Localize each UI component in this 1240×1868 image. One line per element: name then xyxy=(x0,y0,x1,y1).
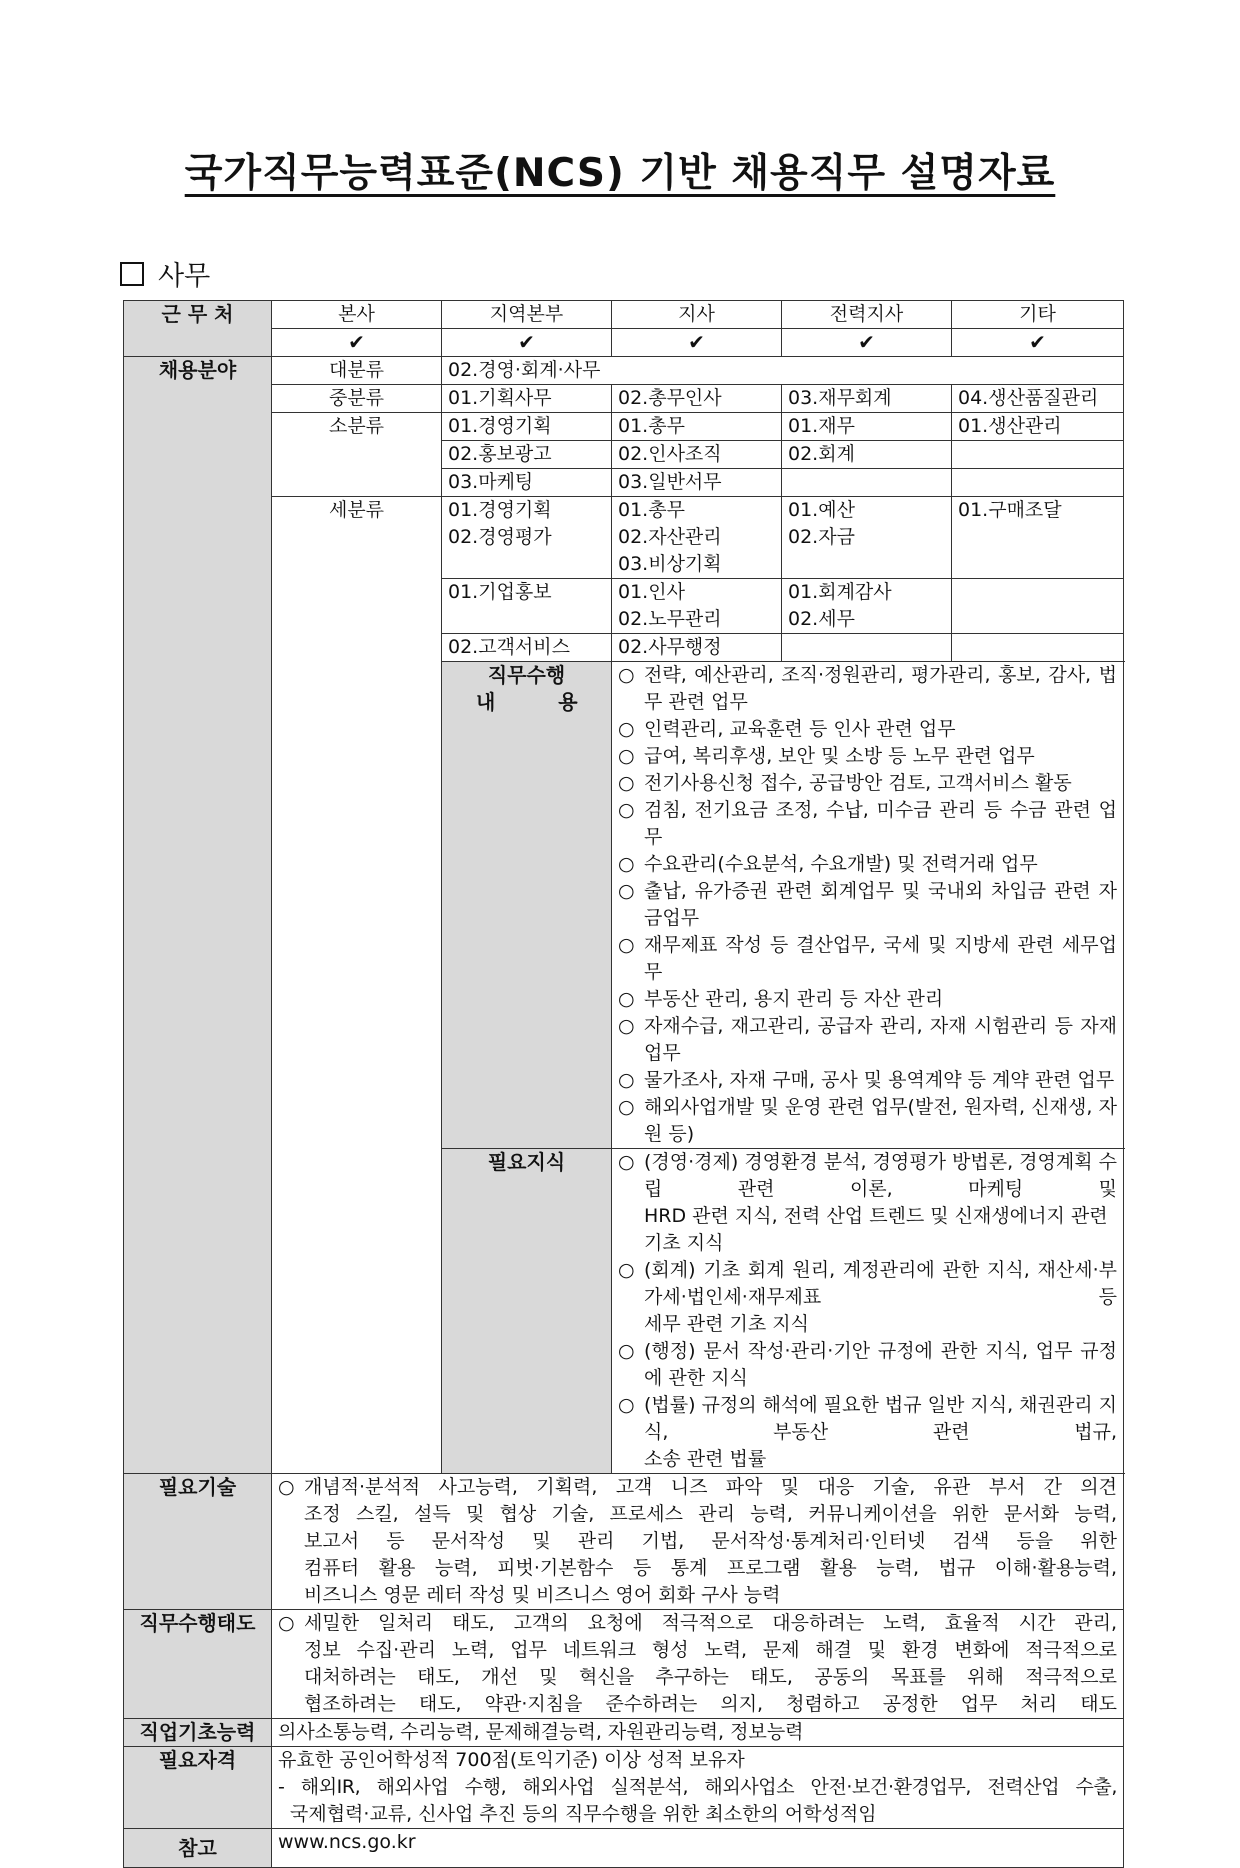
bullet-circle-icon: ○ xyxy=(618,664,635,686)
reference-row xyxy=(124,1829,1124,1868)
skills-line: 보고서 등 문서작성 및 관리 기법, 문서작성·통계처리·인터넷 검색 등을 위한 xyxy=(304,1530,1117,1552)
skills-line: 컴퓨터 활용 능력, 피벗·기본함수 등 통계 프로그램 활용 능력, 법규 이해·활용능력, xyxy=(304,1557,1117,1579)
bullet-circle-icon: ○ xyxy=(278,1476,295,1498)
detail-cell xyxy=(782,497,952,579)
attitude-header: 직무수행태도 xyxy=(124,1610,272,1719)
bullet-circle-icon: ○ xyxy=(618,934,635,956)
duties-list xyxy=(612,662,1124,1149)
detail-cell xyxy=(612,579,782,634)
checkbox-square-icon xyxy=(120,262,144,286)
major-value: 02.경영·회계·사무 xyxy=(442,357,1124,385)
bullet-circle-icon: ○ xyxy=(618,799,635,821)
minor-cell: 03.마케팅 xyxy=(442,469,612,497)
recruit-major-row xyxy=(124,357,1124,385)
skills-header: 필요기술 xyxy=(124,1474,272,1610)
minor-cell: 01.경영기획 xyxy=(442,413,612,441)
attitude-row xyxy=(124,1610,1124,1719)
workplace-col: 지사 xyxy=(612,301,782,329)
qualification-line: - 해외IR, 해외사업 수행, 해외사업 실적분석, 해외사업소 안전·보건·환경업무, 전력산업 수출, xyxy=(278,1776,1117,1798)
workplace-row-checks xyxy=(124,329,1124,357)
bullet-circle-icon: ○ xyxy=(618,988,635,1010)
detail-item: 01.기업홍보 xyxy=(448,581,552,603)
detail-cell xyxy=(612,634,782,662)
detail-cell xyxy=(952,634,1124,662)
duty-item: 급여, 복리후생, 보안 및 소방 등 노무 관련 업무 xyxy=(644,745,1035,767)
detail-cell xyxy=(952,497,1124,579)
detail-cell xyxy=(612,497,782,579)
qualification-line: 국제협력·교류, 신사업 추진 등의 직무수행을 위한 최소한의 어학성적임 xyxy=(290,1803,877,1825)
minor-row xyxy=(124,413,1124,441)
detail-item: 02.사무행정 xyxy=(618,636,722,658)
bullet-circle-icon: ○ xyxy=(618,772,635,794)
qualification-header: 필요자격 xyxy=(124,1747,272,1829)
attitude-line: 정보 수집·관리 노력, 업무 네트워크 형성 노력, 문제 해결 및 환경 변화에 적극적으로 xyxy=(304,1639,1117,1661)
minor-label: 소분류 xyxy=(272,413,442,497)
workplace-col: 본사 xyxy=(272,301,442,329)
minor-cell: 01.생산관리 xyxy=(952,413,1124,441)
duty-item: 인력관리, 교육훈련 등 인사 관련 업무 xyxy=(644,718,956,740)
detail-cell xyxy=(952,579,1124,634)
bullet-circle-icon: ○ xyxy=(618,1259,635,1281)
middle-cell: 01.기획사무 xyxy=(442,385,612,413)
detail-item: 02.세무 xyxy=(788,608,855,630)
basic-row xyxy=(124,1719,1124,1747)
workplace-header: 근 무 처 xyxy=(124,301,272,357)
workplace-row-labels xyxy=(124,301,1124,329)
duty-item: 검침, 전기요금 조정, 수납, 미수금 관리 등 수금 관련 업무 xyxy=(644,799,1117,848)
skills-line: 조정 스킬, 설득 및 협상 기술, 프로세스 관리 능력, 커뮤니케이션을 위한 문서화 능력, xyxy=(304,1503,1117,1525)
bullet-circle-icon: ○ xyxy=(618,880,635,902)
section-heading xyxy=(120,254,210,293)
minor-cell: 02.홍보광고 xyxy=(442,441,612,469)
reference-header: 참고 xyxy=(124,1829,272,1868)
detail-item: 01.예산 xyxy=(788,499,855,521)
middle-label: 중분류 xyxy=(272,385,442,413)
duty-item: 물가조사, 자재 구매, 공사 및 용역계약 등 계약 관련 업무 xyxy=(644,1069,1115,1091)
duty-item: 수요관리(수요분석, 수요개발) 및 전력거래 업무 xyxy=(644,853,1038,875)
page-title: 국가직무능력표준(NCS) 기반 채용직무 설명자료 xyxy=(184,151,1056,196)
bullet-circle-icon: ○ xyxy=(618,718,635,740)
section-label: 사무 xyxy=(158,261,211,292)
detail-item: 01.인사 xyxy=(618,581,685,603)
major-label: 대분류 xyxy=(272,357,442,385)
bullet-circle-icon: ○ xyxy=(278,1612,295,1634)
check-icon: ✔ xyxy=(952,329,1124,357)
detail-item: 03.비상기획 xyxy=(618,553,722,575)
detail-cell xyxy=(442,634,612,662)
skills-line: 개념적·분석적 사고능력, 기획력, 고객 니즈 파악 및 대응 기술, 유관 부서 간 의견 xyxy=(304,1476,1117,1498)
knowledge-line: (법률) 규정의 해석에 필요한 법규 일반 지식, 채권관리 지식, 부동산 관련 법규, xyxy=(644,1394,1117,1443)
recruit-middle-row xyxy=(124,385,1124,413)
duty-item: 해외사업개발 및 운영 관련 업무(발전, 원자력, 신재생, 자원 등) xyxy=(644,1096,1117,1145)
bullet-circle-icon: ○ xyxy=(618,1394,635,1416)
detail-cell xyxy=(782,579,952,634)
middle-cell: 02.총무인사 xyxy=(612,385,782,413)
knowledge-line: 소송 관련 법률 xyxy=(644,1448,767,1470)
duty-item: 전기사용신청 접수, 공급방안 검토, 고객서비스 활동 xyxy=(644,772,1072,794)
knowledge-line: (경영·경제) 경영환경 분석, 경영평가 방법론, 경영계획 수립 관련 이론, 마케팅 및 xyxy=(644,1151,1117,1200)
knowledge-line: (행정) 문서 작성·관리·기안 규정에 관한 지식, 업무 규정에 관한 지식 xyxy=(644,1340,1117,1389)
attitude-line: 협조하려는 태도, 약관·지침을 준수하려는 의지, 청렴하고 공정한 업무 처리 태도 xyxy=(304,1693,1117,1715)
minor-cell: 02.회계 xyxy=(782,441,952,469)
attitude-line: 대처하려는 태도, 개선 및 혁신을 추구하는 태도, 공동의 목표를 위해 적극적으로 xyxy=(304,1666,1117,1688)
recruit-header: 채용분야 xyxy=(124,357,272,1474)
detail-item: 02.자금 xyxy=(788,526,855,548)
detail-cell xyxy=(782,634,952,662)
duties-header-line: 내 용 xyxy=(476,690,606,714)
bullet-circle-icon: ○ xyxy=(618,1151,635,1173)
check-icon: ✔ xyxy=(782,329,952,357)
minor-cell xyxy=(782,469,952,497)
duty-item: 전략, 예산관리, 조직·정원관리, 평가관리, 홍보, 감사, 법무 관련 업무 xyxy=(644,664,1117,713)
detail-cell xyxy=(442,497,612,579)
skills-row xyxy=(124,1474,1124,1610)
skills-line: 비즈니스 영문 레터 작성 및 비즈니스 영어 회화 구사 능력 xyxy=(304,1584,781,1606)
check-icon: ✔ xyxy=(612,329,782,357)
bullet-circle-icon: ○ xyxy=(618,1340,635,1362)
skills-list xyxy=(272,1474,1124,1610)
bullet-circle-icon: ○ xyxy=(618,745,635,767)
basic-header: 직업기초능력 xyxy=(124,1719,272,1747)
middle-cell: 03.재무회계 xyxy=(782,385,952,413)
duty-item: 자재수급, 재고관리, 공급자 관리, 자재 시험관리 등 자재 업무 xyxy=(644,1015,1117,1064)
detail-item: 02.노무관리 xyxy=(618,608,722,630)
detail-row xyxy=(124,497,1124,579)
knowledge-line: (회계) 기초 회계 원리, 계정관리에 관한 지식, 재산세·부가세·법인세·재무제표 등 xyxy=(644,1259,1117,1308)
job-description-table xyxy=(123,300,1124,1868)
knowledge-list xyxy=(612,1149,1124,1474)
qualification-row xyxy=(124,1747,1124,1829)
detail-item: 01.경영기획 xyxy=(448,499,552,521)
minor-cell: 03.일반서무 xyxy=(612,469,782,497)
detail-item: 02.경영평가 xyxy=(448,526,552,548)
bullet-circle-icon: ○ xyxy=(618,853,635,875)
workplace-col: 기타 xyxy=(952,301,1124,329)
minor-cell xyxy=(952,441,1124,469)
knowledge-line: HRD 관련 지식, 전력 산업 트렌드 및 신재생에너지 관련 기초 지식 xyxy=(644,1205,1108,1254)
knowledge-line: 세무 관련 기초 지식 xyxy=(644,1313,809,1335)
bullet-circle-icon: ○ xyxy=(618,1015,635,1037)
bullet-circle-icon: ○ xyxy=(618,1069,635,1091)
middle-cell: 04.생산품질관리 xyxy=(952,385,1124,413)
workplace-col: 지역본부 xyxy=(442,301,612,329)
duty-item: 부동산 관리, 용지 관리 등 자산 관리 xyxy=(644,988,944,1010)
detail-item: 01.총무 xyxy=(618,499,685,521)
detail-item: 01.구매조달 xyxy=(958,499,1062,521)
bullet-circle-icon: ○ xyxy=(618,1096,635,1118)
duties-header xyxy=(442,662,612,1149)
attitude-line: 세밀한 일처리 태도, 고객의 요청에 적극적으로 대응하려는 노력, 효율적 시간 관리, xyxy=(304,1612,1117,1634)
duty-item: 출납, 유가증권 관련 회계업무 및 국내외 차입금 관련 자금업무 xyxy=(644,880,1117,929)
workplace-col: 전력지사 xyxy=(782,301,952,329)
detail-item: 02.자산관리 xyxy=(618,526,722,548)
duty-item: 재무제표 작성 등 결산업무, 국세 및 지방세 관련 세무업무 xyxy=(644,934,1117,983)
minor-cell: 01.총무 xyxy=(612,413,782,441)
minor-cell: 02.인사조직 xyxy=(612,441,782,469)
qualification-line: 유효한 공인어학성적 700점(토익기준) 이상 성적 보유자 xyxy=(278,1749,745,1771)
basic-value: 의사소통능력, 수리능력, 문제해결능력, 자원관리능력, 정보능력 xyxy=(272,1719,1124,1747)
detail-label: 세분류 xyxy=(272,497,442,1474)
detail-item: 02.고객서비스 xyxy=(448,636,570,658)
reference-link[interactable]: www.ncs.go.kr xyxy=(272,1829,1124,1868)
minor-cell: 01.재무 xyxy=(782,413,952,441)
check-icon: ✔ xyxy=(272,329,442,357)
detail-item: 01.회계감사 xyxy=(788,581,892,603)
attitude-list xyxy=(272,1610,1124,1719)
detail-cell xyxy=(442,579,612,634)
knowledge-header: 필요지식 xyxy=(442,1149,612,1474)
minor-cell xyxy=(952,469,1124,497)
check-icon: ✔ xyxy=(442,329,612,357)
qualification-list xyxy=(272,1747,1124,1829)
duties-header-line: 직무수행 xyxy=(487,663,566,687)
